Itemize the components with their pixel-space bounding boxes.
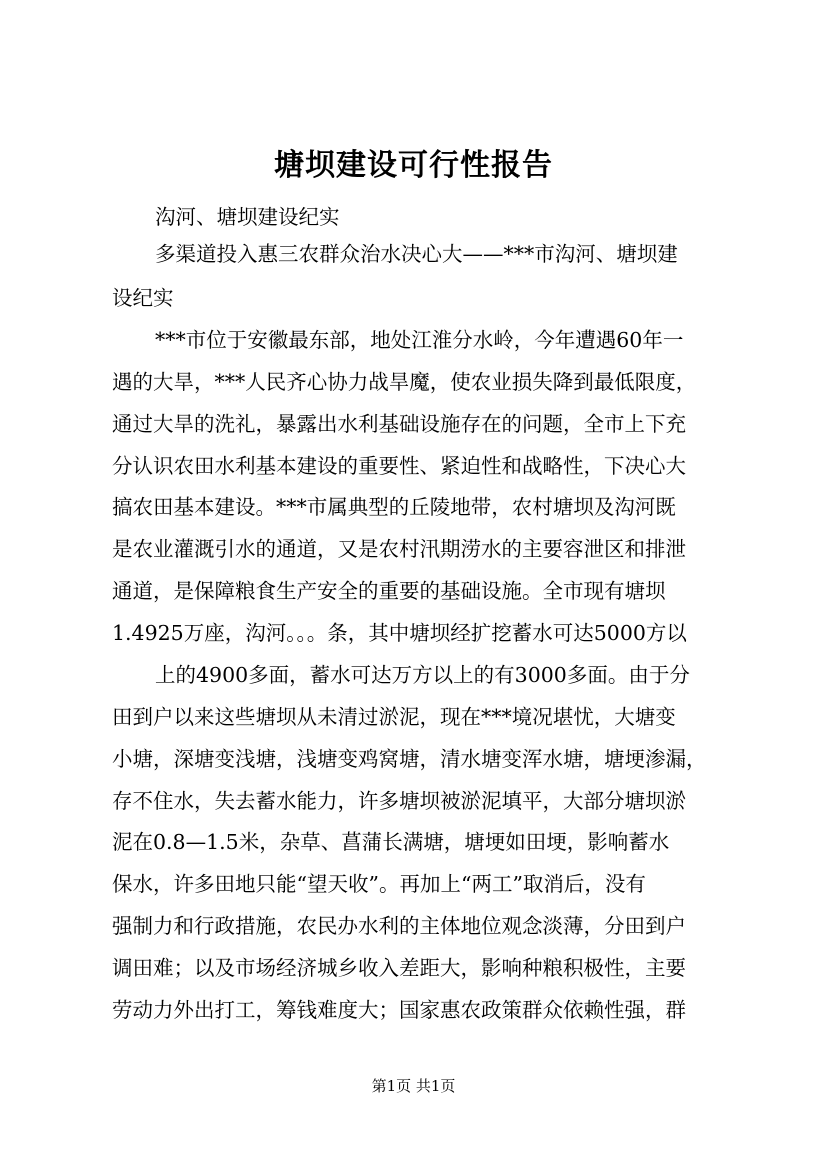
text-line: 搞农田基本建设。***市属典型的丘陵地带，农村塘坝及沟河既 xyxy=(112,495,676,519)
text-line: 田到户以来这些塘坝从未清过淤泥，现在***境况堪忧，大塘变 xyxy=(112,705,676,729)
text-line: 是农业灌溉引水的通道，又是农村汛期涝水的主要容泄区和排泄 xyxy=(112,537,686,561)
document-title: 塘坝建设可行性报告 xyxy=(274,148,553,183)
text-line: 通过大旱的洗礼，暴露出水利基础设施存在的问题，全市上下充 xyxy=(112,412,686,436)
text-line: 小塘，深塘变浅塘，浅塘变鸡窝塘，清水塘变浑水塘，塘埂渗漏， xyxy=(112,747,707,771)
text-line: 劳动力外出打工，筹钱难度大；国家惠农政策群众依赖性强，群 xyxy=(112,998,686,1022)
text-line: 多渠道投入惠三农群众治水决心大——***市沟河、塘坝建 xyxy=(155,242,678,266)
text-line: 上的4900多面，蓄水可达万方以上的有3000多面。由于分 xyxy=(155,663,690,687)
text-line: 遇的大旱，***人民齐心协力战旱魔，使农业损失降到最低限度， xyxy=(112,370,697,394)
text-line: 泥在0.8—1.5米，杂草、菖蒲长满塘，塘埂如田埂，影响蓄水 xyxy=(112,830,670,854)
text-line: 保水，许多田地只能“望天收”。再加上“两工”取消后，没有 xyxy=(112,872,646,896)
text-line: 1.4925万座，沟河。。。条，其中塘坝经扩挖蓄水可达5000方以 xyxy=(112,621,687,645)
text-line: 通道，是保障粮食生产安全的重要的基础设施。全市现有塘坝 xyxy=(112,579,666,603)
text-line: 调田难；以及市场经济城乡收入差距大，影响种粮积极性，主要 xyxy=(112,956,686,980)
page-footer: 第1页 共1页 xyxy=(371,1077,456,1095)
text-line: 沟河、塘坝建设纪实 xyxy=(155,205,340,229)
text-line: 强制力和行政措施，农民办水利的主体地位观念淡薄，分田到户 xyxy=(112,914,686,938)
text-line: 存不住水，失去蓄水能力，许多塘坝被淤泥填平，大部分塘坝淤 xyxy=(112,789,686,813)
text-line: ***市位于安徽最东部，地处江淮分水岭，今年遭遇60年一 xyxy=(155,328,684,352)
text-line: 分认识农田水利基本建设的重要性、紧迫性和战略性，下决心大 xyxy=(112,454,686,478)
text-line: 设纪实 xyxy=(112,286,174,310)
